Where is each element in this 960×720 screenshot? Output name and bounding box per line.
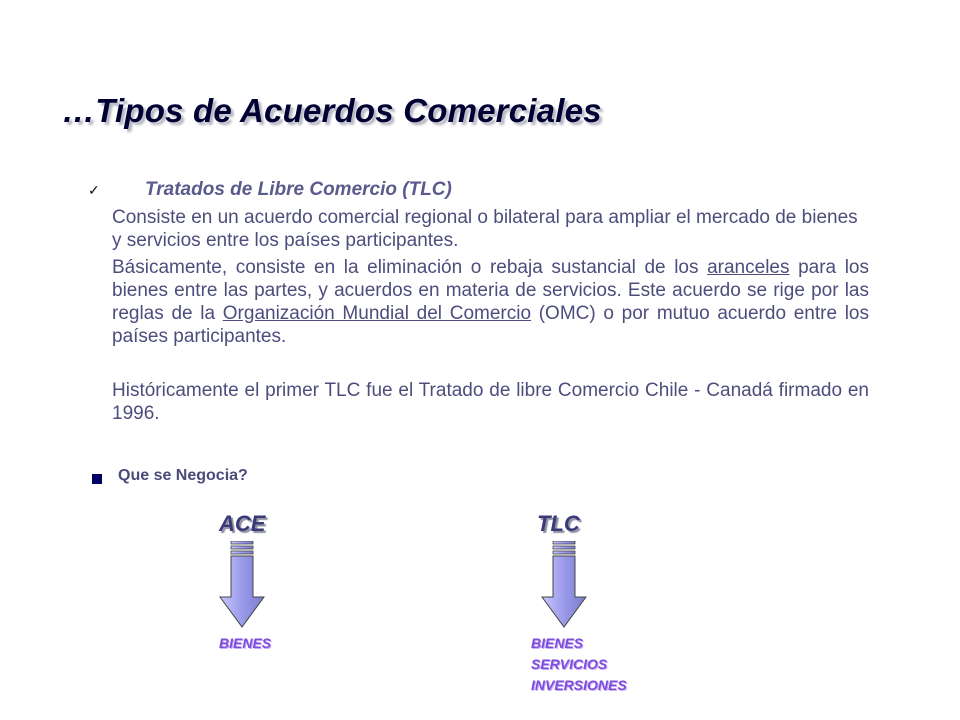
tlc-title: TLC — [537, 511, 580, 536]
section-heading: Tratados de Libre Comercio (TLC) — [145, 179, 452, 200]
question-text: Que se Negocia? — [118, 467, 248, 484]
paragraph-definition: Consiste en un acuerdo comercial regional o bilateral para ampliar el mercado de bienes y servicios entre los países participantes. — [112, 207, 858, 251]
aranceles-link[interactable]: aranceles — [707, 257, 790, 278]
tlc-item: BIENES — [531, 635, 584, 651]
slide-title: …Tipos de Acuerdos Comerciales — [62, 92, 602, 129]
tlc-item: SERVICIOS — [531, 656, 608, 672]
down-arrow-icon — [540, 541, 588, 629]
tlc-item: INVERSIONES — [531, 677, 627, 693]
down-arrow-icon — [218, 541, 266, 629]
tlc-items — [531, 633, 627, 696]
paragraph-history: Históricamente el primer TLC fue el Tratado de libre Comercio Chile - Canadá firmado en 1996. — [112, 380, 869, 424]
ace-items — [219, 633, 271, 654]
omc-link[interactable]: Organización Mundial del Comercio — [222, 303, 532, 324]
square-bullet-icon — [92, 474, 102, 484]
paragraph-details — [112, 256, 869, 348]
paragraph-text: (OMC) o por mutuo acuerdo entre los países participantes. — [112, 303, 869, 347]
paragraph-text: Básicamente, consiste en la eliminación o rebaja sustancial de los — [112, 257, 708, 278]
checkmark-icon: ✓ — [88, 182, 100, 198]
ace-item: BIENES — [219, 635, 272, 651]
paragraph-text: para los bienes entre las partes, y acuerdos en materia de servicios. Este acuerdo se rige por las reglas de la — [112, 257, 870, 324]
ace-title: ACE — [219, 511, 266, 536]
